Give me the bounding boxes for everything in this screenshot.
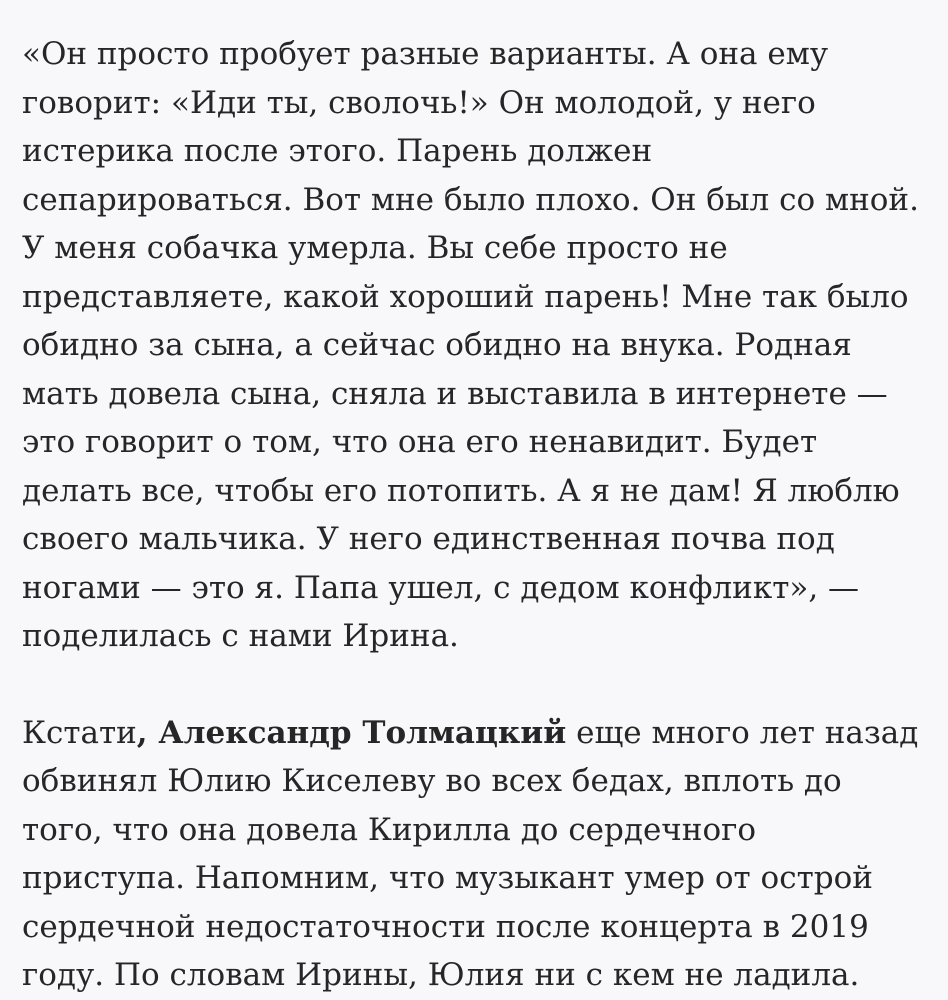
bold-person-name: , Александр Толмацкий <box>136 714 567 751</box>
article-paragraph-context <box>22 709 928 1000</box>
paragraph-continuation: еще много лет назад обвинял Юлию Киселеву во всех бедах, вплоть до того, что она довела Кирилла до сердечного приступа. Напомним, что музыкант умер от острой сердечной недостаточности после концерта в 2019 году. По словам Ирины, Юлия ни с кем не ладила. <box>22 714 919 993</box>
article-paragraph-quote: «Он просто пробует разные варианты. А она ему говорит: «Иди ты, сволочь!» Он молодой, у него истерика после этого. Парень должен сепарироваться. Вот мне было плохо. Он был со мной. У меня собачка умерла. Вы себе просто не представляете, какой хороший парень! Мне так было обидно за сына, а сейчас обидно на внука. Родная мать довела сына, сняла и выставила в интернете — это говорит о том, что она его ненавидит. Будет делать все, чтобы его потопить. А я не дам! Я люблю своего мальчика. У него единственная почва под ногами — это я. Папа ушел, с дедом конфликт», — поделилась с нами Ирина. <box>22 36 919 654</box>
paragraph-lead-word: Кстати <box>22 714 137 751</box>
